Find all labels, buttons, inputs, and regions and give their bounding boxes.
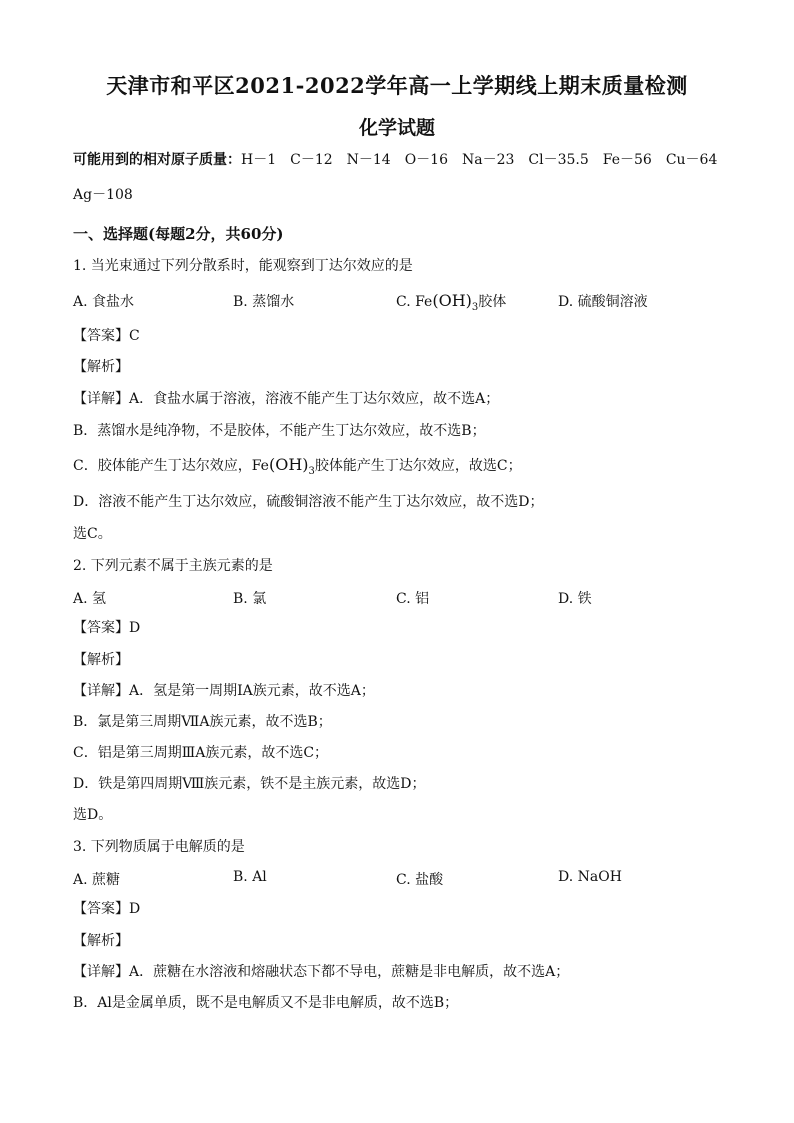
q1-stem: 1. 当光束通过下列分散系时，能观察到丁达尔效应的是 <box>73 258 413 274</box>
q3-option-d: D. NaOH <box>558 869 622 885</box>
q2-option-c: C. 铝 <box>396 591 430 607</box>
q3-options <box>73 869 733 887</box>
q2-options <box>73 588 733 606</box>
q1-conclusion: 选C。 <box>73 526 112 542</box>
q2-conclusion: 选D。 <box>73 807 113 823</box>
atomic-masses-label: 可能用到的相对原子质量： <box>73 152 241 168</box>
q3-option-a: A. 蔗糖 <box>73 872 121 888</box>
q3-detail-b: B．Al是金属单质，既不是电解质又不是非电解质，故不选B； <box>73 995 459 1011</box>
q2-detail-d: D．铁是第四周期Ⅷ族元素，铁不是主族元素，故选D； <box>73 776 426 792</box>
q2-detail-a: 【详解】A．氢是第一周期ⅠA族元素，故不选A； <box>73 683 375 699</box>
q2-detail-c: C．铝是第三周期ⅢA族元素，故不选C； <box>73 745 329 761</box>
atomic-masses-line-2: Ag－108 <box>73 187 133 203</box>
q2-option-a: A. 氢 <box>73 591 107 607</box>
q1-analysis-label: 【解析】 <box>73 359 129 375</box>
q1-detail-d: D．溶液不能产生丁达尔效应，硫酸铜溶液不能产生丁达尔效应，故不选D； <box>73 494 544 510</box>
q1-answer: 【答案】C <box>73 328 140 344</box>
atomic-masses-line <box>73 151 717 169</box>
q2-answer: 【答案】D <box>73 620 141 636</box>
q1-option-a: A. 食盐水 <box>73 294 135 310</box>
q1-option-c: C. $Fe(OH)_3$胶体 <box>396 291 507 313</box>
q3-stem: 3. 下列物质属于电解质的是 <box>73 839 245 855</box>
exam-subtitle: 化学试题 <box>358 117 435 139</box>
q2-option-b: B. 氯 <box>233 591 267 607</box>
exam-title: 天津市和平区2021-2022学年高一上学期线上期末质量检测 <box>106 73 688 98</box>
q2-option-d: D. 铁 <box>558 591 592 607</box>
q1-detail-b: B．蒸馏水是纯净物，不是胶体，不能产生丁达尔效应，故不选B； <box>73 423 486 439</box>
atomic-masses-values: H－1 C－12 N－14 O－16 Na－23 Cl－35.5 Fe－56 Cu－64 <box>241 152 718 168</box>
q2-detail-b: B．氯是第三周期ⅦA族元素，故不选B； <box>73 714 332 730</box>
q3-option-c: C. 盐酸 <box>396 872 444 888</box>
section-heading: 一、选择题(每题2分，共60分) <box>73 225 284 243</box>
q3-analysis-label: 【解析】 <box>73 933 129 949</box>
q3-detail-a: 【详解】A．蔗糖在水溶液和熔融状态下都不导电，蔗糖是非电解质，故不选A； <box>73 964 570 980</box>
q2-analysis-label: 【解析】 <box>73 652 129 668</box>
q1-option-b: B. 蒸馏水 <box>233 294 295 310</box>
q1-detail-c: C．胶体能产生丁达尔效应，$Fe(OH)_3$胶体能产生丁达尔效应，故选C； <box>73 455 522 477</box>
q1-option-d: D. 硫酸铜溶液 <box>558 294 648 310</box>
q1-detail-a: 【详解】A．食盐水属于溶液，溶液不能产生丁达尔效应，故不选A； <box>73 391 500 407</box>
q3-option-b: B. Al <box>233 869 267 885</box>
q3-answer: 【答案】D <box>73 901 141 917</box>
q2-stem: 2. 下列元素不属于主族元素的是 <box>73 558 273 574</box>
q1-options <box>73 291 733 313</box>
